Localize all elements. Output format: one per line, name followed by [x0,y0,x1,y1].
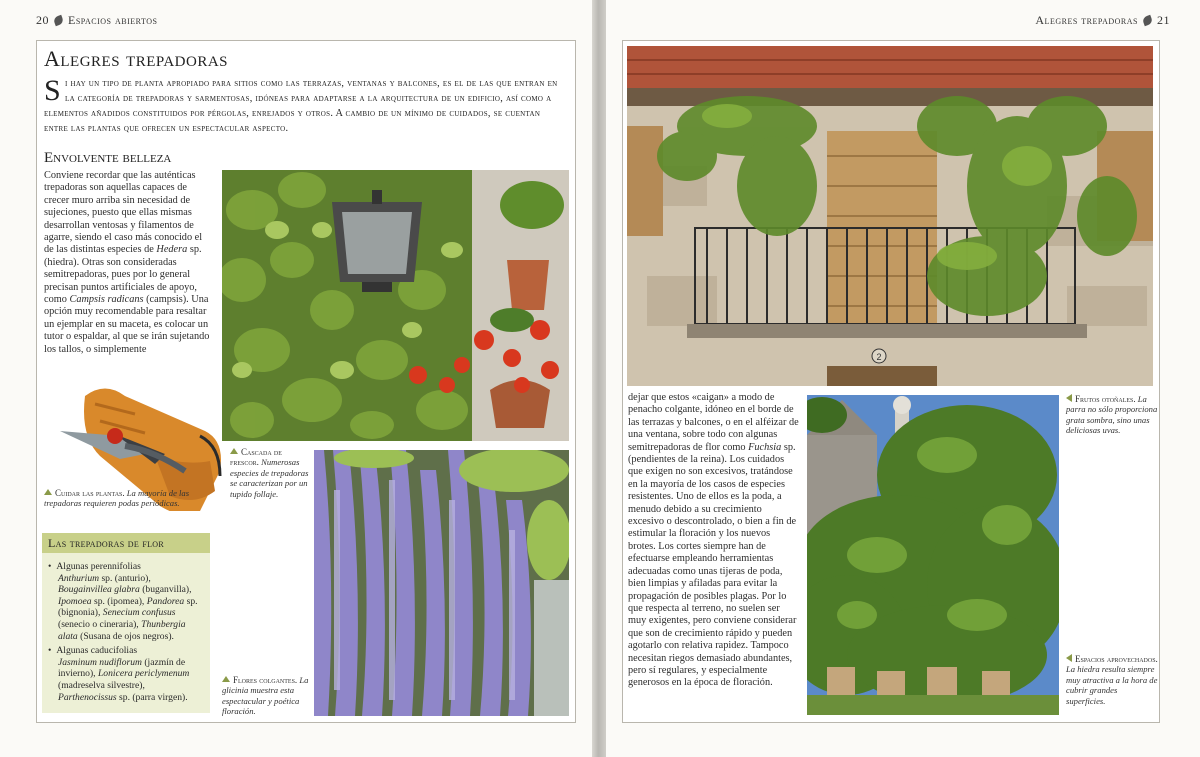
body-run: Conviene recordar que las auténticas trepadoras son aquellas capaces de crecer muro arriba sin necesidad de sujeciones, puesto que ellas mismas desarrollan ventosas y filamentos de agarre, siendo el caso más conocido el de las distintas especies de [44,170,203,256]
body-run: sp. (pendientes de la reina). Los cuidados que exigen no son excesivos, tratándose en la mayoría de los casos de especies resistentes. Uno de ellos es la poda, a menudo debido a su crecimiento excesivo o descontrolado, o bien a fin de estimular la floración y los nuevos brotes. Los cortes siempre han de efectuarse empleando herramientas adecuadas como unas tijeras de poda, bien limpias y afiladas para evitar la propagación de posibles plagas. Por lo que respecta al terreno, no suelen ser muy exigentes, pero conviene considerar que son de crecimiento rápido y pueden agotarlo con relativa rapidez. Tampoco necesitan riegos demasiado abundantes, pero sí regulares, y especialmente generosos en la época de floración. [628,441,797,689]
ivy-caption [230,447,310,499]
ivy-wall-photo [807,395,1059,715]
caption-label: Frutos otoñales. [1075,394,1136,404]
book-gutter [592,0,606,757]
right-page-header [1035,13,1170,28]
fruit-caption [1066,394,1158,436]
species-latin-name: Thunbergia alata [58,618,186,642]
species-name: Hedera [156,244,188,256]
subheading: Envolvente belleza [44,150,172,166]
caption-text: La hiedra resulta siempre muy atractiva a la hora de cubrir grandes superficies. [1066,664,1158,706]
right-page-number: 21 [1157,13,1170,27]
left-page-header [36,13,158,28]
right-page [606,0,1200,757]
caption-text: Numerosas especies de trepadoras se caracterizan por un tupido follaje. [230,457,309,499]
species-latin-name: Parthenocissus [58,691,117,703]
balcony-illustration [627,46,1153,386]
deciduous-heading: • Algunas caducifolias [48,645,204,657]
drop-cap: S [44,74,61,107]
leaf-icon [53,15,65,27]
species-common-name: (madreselva silvestre), [58,679,145,691]
caption-text: La mayoría de las trepadoras requieren podas periódicas. [44,488,190,509]
species-name: Campsis radicans [69,294,144,306]
species-latin-name: Lonicera periclymenum [97,668,190,680]
perennial-species [58,573,204,643]
caption-text: La parra no sólo proporciona grata sombra, sino unas deliciosas uvas. [1066,394,1158,436]
glove-caption [44,488,194,509]
caption-label: Cuidar las plantas. [55,488,125,498]
caption-label: Cascada de frescor. [230,447,282,468]
right-section-name: Alegres trepadoras [1035,13,1138,27]
left-page-number: 20 [36,13,49,27]
leaf-icon [1142,15,1154,27]
species-common-name: sp. (anturio), [99,572,151,584]
wisteria-photo [314,450,569,716]
body-run: (campsis). Una opción muy recomendable para resaltar un ejemplar en su maceta, es colocar un tutor o espaldar, al que se irán sujetando los tallos, o simplemente [44,294,210,355]
species-common-name: (buganvilla), [139,584,192,596]
ivy-wall-illustration [807,395,1059,715]
species-latin-name: Pandorea [146,595,185,607]
intro-paragraph [44,76,566,136]
caption-arrow-icon [1066,394,1072,402]
species-common-name: (senecio o cineraria), [58,618,142,630]
species-common-name: sp. (ipomea), [91,595,147,607]
species-common-name: sp. (parra virgen). [116,691,188,703]
intro-text: i hay un tipo de planta apropiado para sitios como las terrazas, ventanas y balcones, es el de las que entran en la categoría de trepadoras y sarmentosas, idóneas para adaptarse a la arquitectura de un edificio, así como a elementos añadidos constituidos por pérgolas, enrejados y otros. A cambio de un mínimo de cuidados, se cuentan entre las plantas que ofrecen un espectacular aspecto. [44,78,558,134]
caption-arrow-icon [222,676,230,682]
wisteria-caption [222,675,310,717]
perennial-heading: • Algunas perennifolias [48,561,204,573]
left-body-text [44,170,214,356]
caption-label: Espacios aprovechados. [1075,654,1158,664]
species-common-name: (Susana de ojos negros). [77,630,174,642]
article-title: Alegres trepadoras [44,46,229,71]
species-common-name: (jazmín de invierno), [58,656,186,680]
body-run: dejar que estos «caigan» a modo de penacho colgante, idóneo en el borde de las terrazas y balcones, o en el alféizar de una ventana, sobre todo con algunas semitrepadoras de flor como [628,392,799,453]
ivy-wall-caption [1066,654,1158,706]
flowering-climbers-box [42,533,210,713]
wisteria-illustration [314,450,569,716]
left-section-name: Espacios abiertos [68,13,158,27]
caption-arrow-icon [1066,654,1072,662]
species-name: Fuchsia [748,441,782,453]
sidebox-list [42,553,210,703]
species-latin-name: Jasminum nudiflorum [58,656,142,668]
species-latin-name: Bougainvillea glabra [58,584,140,596]
species-latin-name: Anthurium [58,572,100,584]
balcony-photo [627,46,1153,386]
sidebox-title: Las trepadoras de flor [42,533,210,553]
body-run: sp. (hiedra). Otras son consideradas semitrepadoras, pues por lo general precisan puntos artificiales de apoyo, como [44,244,202,306]
species-common-name: sp. (bignonia), [58,595,198,619]
ivy-lantern-photo [222,170,569,441]
caption-text: La glicinia muestra esta espectacular y poética floración. [222,675,309,717]
left-page [0,0,592,757]
species-latin-name: Senecium confusus [102,607,176,619]
caption-arrow-icon [44,489,52,495]
caption-arrow-icon [230,448,238,454]
deciduous-species [58,657,204,703]
ivy-lantern-illustration [222,170,569,441]
species-latin-name: Ipomoea [58,595,92,607]
right-body-text [628,392,800,690]
house-number: 2 [876,352,882,362]
caption-label: Flores colgantes. [233,675,298,685]
